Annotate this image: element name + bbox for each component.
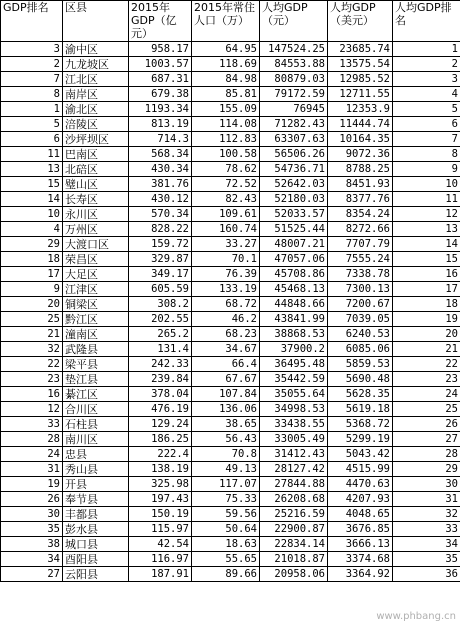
population-cell: 114.08 [192, 117, 260, 132]
table-row [1, 117, 460, 132]
gdp-rank-cell: 2 [1, 57, 63, 72]
per-capita-rank-cell: 24 [393, 387, 460, 402]
district-cell: 大足区 [63, 267, 129, 282]
gdp-cell: 605.59 [129, 282, 192, 297]
district-cell: 南岸区 [63, 87, 129, 102]
per-capita-yuan-cell: 54736.71 [260, 162, 328, 177]
table-row [1, 537, 460, 552]
population-cell: 34.67 [192, 342, 260, 357]
table-row [1, 507, 460, 522]
district-cell: 璧山区 [63, 177, 129, 192]
gdp-cell: 430.12 [129, 192, 192, 207]
per-capita-rank-cell: 3 [393, 72, 460, 87]
gdp-cell: 197.43 [129, 492, 192, 507]
gdp-rank-cell: 27 [1, 567, 63, 582]
per-capita-yuan-cell: 80879.03 [260, 72, 328, 87]
per-capita-usd-cell: 8788.25 [328, 162, 393, 177]
per-capita-yuan-cell: 31412.43 [260, 447, 328, 462]
gdp-rank-cell: 29 [1, 237, 63, 252]
gdp-cell: 265.2 [129, 327, 192, 342]
per-capita-rank-cell: 9 [393, 162, 460, 177]
district-cell: 梁平县 [63, 357, 129, 372]
population-cell: 84.98 [192, 72, 260, 87]
per-capita-rank-cell: 10 [393, 177, 460, 192]
gdp-cell: 159.72 [129, 237, 192, 252]
population-cell: 49.13 [192, 462, 260, 477]
population-cell: 64.95 [192, 42, 260, 57]
district-cell: 秀山县 [63, 462, 129, 477]
per-capita-yuan-cell: 45708.86 [260, 267, 328, 282]
gdp-cell: 381.76 [129, 177, 192, 192]
district-cell: 九龙坡区 [63, 57, 129, 72]
per-capita-rank-cell: 5 [393, 102, 460, 117]
gdp-cell: 186.25 [129, 432, 192, 447]
table-row [1, 42, 460, 57]
per-capita-rank-cell: 25 [393, 402, 460, 417]
header-row [1, 1, 460, 42]
population-cell: 70.1 [192, 252, 260, 267]
per-capita-rank-cell: 26 [393, 417, 460, 432]
gdp-rank-cell: 31 [1, 462, 63, 477]
per-capita-usd-cell: 5859.53 [328, 357, 393, 372]
per-capita-yuan-cell: 26208.68 [260, 492, 328, 507]
gdp-rank-cell: 6 [1, 132, 63, 147]
table-row [1, 447, 460, 462]
table-row [1, 522, 460, 537]
per-capita-usd-cell: 7707.79 [328, 237, 393, 252]
per-capita-rank-cell: 22 [393, 357, 460, 372]
gdp-cell: 568.34 [129, 147, 192, 162]
per-capita-usd-cell: 4515.99 [328, 462, 393, 477]
district-cell: 云阳县 [63, 567, 129, 582]
table-row [1, 342, 460, 357]
population-cell: 46.2 [192, 312, 260, 327]
population-cell: 70.8 [192, 447, 260, 462]
per-capita-usd-cell: 5043.42 [328, 447, 393, 462]
district-cell: 巴南区 [63, 147, 129, 162]
table-row [1, 417, 460, 432]
per-capita-usd-cell: 4470.63 [328, 477, 393, 492]
gdp-cell: 325.98 [129, 477, 192, 492]
per-capita-usd-cell: 4048.65 [328, 507, 393, 522]
gdp-rank-cell: 24 [1, 447, 63, 462]
population-cell: 38.65 [192, 417, 260, 432]
gdp-rank-cell: 13 [1, 162, 63, 177]
per-capita-usd-cell: 7555.24 [328, 252, 393, 267]
gdp-cell: 116.97 [129, 552, 192, 567]
district-cell: 万州区 [63, 222, 129, 237]
per-capita-rank-cell: 20 [393, 327, 460, 342]
gdp-rank-cell: 30 [1, 507, 63, 522]
table-row [1, 57, 460, 72]
gdp-rank-cell: 20 [1, 297, 63, 312]
per-capita-rank-cell: 35 [393, 552, 460, 567]
per-capita-yuan-cell: 76945 [260, 102, 328, 117]
district-cell: 沙坪坝区 [63, 132, 129, 147]
district-cell: 奉节县 [63, 492, 129, 507]
gdp-cell: 131.4 [129, 342, 192, 357]
population-cell: 109.61 [192, 207, 260, 222]
gdp-rank-cell: 22 [1, 357, 63, 372]
header-population-2015: 2015年常住人口（万） [192, 1, 260, 42]
population-cell: 67.67 [192, 372, 260, 387]
per-capita-usd-cell: 7338.78 [328, 267, 393, 282]
gdp-rank-cell: 3 [1, 42, 63, 57]
header-per-capita-gdp-yuan: 人均GDP（元） [260, 1, 328, 42]
gdp-rank-cell: 19 [1, 477, 63, 492]
per-capita-yuan-cell: 34998.53 [260, 402, 328, 417]
population-cell: 100.58 [192, 147, 260, 162]
population-cell: 66.4 [192, 357, 260, 372]
table-row [1, 492, 460, 507]
district-cell: 綦江区 [63, 387, 129, 402]
per-capita-usd-cell: 7200.67 [328, 297, 393, 312]
per-capita-rank-cell: 8 [393, 147, 460, 162]
per-capita-rank-cell: 6 [393, 117, 460, 132]
district-cell: 合川区 [63, 402, 129, 417]
table-row [1, 237, 460, 252]
district-cell: 丰都县 [63, 507, 129, 522]
per-capita-usd-cell: 3666.13 [328, 537, 393, 552]
table-row [1, 282, 460, 297]
per-capita-yuan-cell: 25216.59 [260, 507, 328, 522]
district-cell: 潼南区 [63, 327, 129, 342]
per-capita-rank-cell: 11 [393, 192, 460, 207]
per-capita-usd-cell: 7039.05 [328, 312, 393, 327]
per-capita-rank-cell: 19 [393, 312, 460, 327]
gdp-rank-cell: 14 [1, 192, 63, 207]
gdp-rank-cell: 10 [1, 207, 63, 222]
district-cell: 渝中区 [63, 42, 129, 57]
table-row [1, 132, 460, 147]
per-capita-yuan-cell: 51525.44 [260, 222, 328, 237]
per-capita-usd-cell: 12353.9 [328, 102, 393, 117]
table-row [1, 87, 460, 102]
per-capita-rank-cell: 28 [393, 447, 460, 462]
gdp-rank-cell: 5 [1, 117, 63, 132]
per-capita-usd-cell: 3676.85 [328, 522, 393, 537]
gdp-rank-cell: 32 [1, 342, 63, 357]
per-capita-usd-cell: 5299.19 [328, 432, 393, 447]
gdp-cell: 430.34 [129, 162, 192, 177]
gdp-rank-cell: 26 [1, 492, 63, 507]
table-header [1, 1, 460, 42]
population-cell: 56.43 [192, 432, 260, 447]
per-capita-rank-cell: 7 [393, 132, 460, 147]
table-row [1, 147, 460, 162]
per-capita-usd-cell: 4207.93 [328, 492, 393, 507]
gdp-cell: 115.97 [129, 522, 192, 537]
population-cell: 117.07 [192, 477, 260, 492]
per-capita-yuan-cell: 44848.66 [260, 297, 328, 312]
per-capita-yuan-cell: 43841.99 [260, 312, 328, 327]
gdp-rank-cell: 21 [1, 327, 63, 342]
district-cell: 长寿区 [63, 192, 129, 207]
per-capita-yuan-cell: 33005.49 [260, 432, 328, 447]
per-capita-usd-cell: 11444.74 [328, 117, 393, 132]
per-capita-yuan-cell: 37900.2 [260, 342, 328, 357]
gdp-cell: 138.19 [129, 462, 192, 477]
per-capita-yuan-cell: 20958.06 [260, 567, 328, 582]
per-capita-rank-cell: 18 [393, 297, 460, 312]
district-cell: 酉阳县 [63, 552, 129, 567]
district-cell: 忠县 [63, 447, 129, 462]
table-row [1, 567, 460, 582]
per-capita-yuan-cell: 28127.42 [260, 462, 328, 477]
district-cell: 石柱县 [63, 417, 129, 432]
gdp-cell: 687.31 [129, 72, 192, 87]
per-capita-usd-cell: 5628.35 [328, 387, 393, 402]
table-row [1, 462, 460, 477]
per-capita-usd-cell: 3364.92 [328, 567, 393, 582]
gdp-rank-cell: 18 [1, 252, 63, 267]
per-capita-yuan-cell: 52033.57 [260, 207, 328, 222]
gdp-cell: 129.24 [129, 417, 192, 432]
table-row [1, 552, 460, 567]
per-capita-yuan-cell: 52642.03 [260, 177, 328, 192]
gdp-cell: 570.34 [129, 207, 192, 222]
district-cell: 武隆县 [63, 342, 129, 357]
per-capita-rank-cell: 21 [393, 342, 460, 357]
per-capita-yuan-cell: 38868.53 [260, 327, 328, 342]
population-cell: 75.33 [192, 492, 260, 507]
table-row [1, 432, 460, 447]
per-capita-usd-cell: 8377.76 [328, 192, 393, 207]
per-capita-rank-cell: 15 [393, 252, 460, 267]
per-capita-usd-cell: 7300.13 [328, 282, 393, 297]
per-capita-yuan-cell: 147524.25 [260, 42, 328, 57]
gdp-cell: 476.19 [129, 402, 192, 417]
district-cell: 大渡口区 [63, 237, 129, 252]
header-gdp-2015: 2015年GDP（亿元） [129, 1, 192, 42]
district-cell: 江津区 [63, 282, 129, 297]
gdp-cell: 242.33 [129, 357, 192, 372]
table-row [1, 477, 460, 492]
per-capita-rank-cell: 32 [393, 507, 460, 522]
table-row [1, 102, 460, 117]
district-cell: 渝北区 [63, 102, 129, 117]
table-row [1, 72, 460, 87]
gdp-cell: 239.84 [129, 372, 192, 387]
gdp-rank-cell: 35 [1, 522, 63, 537]
district-cell: 黔江区 [63, 312, 129, 327]
per-capita-rank-cell: 36 [393, 567, 460, 582]
per-capita-usd-cell: 3374.68 [328, 552, 393, 567]
per-capita-yuan-cell: 47057.06 [260, 252, 328, 267]
gdp-cell: 187.91 [129, 567, 192, 582]
per-capita-rank-cell: 33 [393, 522, 460, 537]
district-cell: 彭水县 [63, 522, 129, 537]
population-cell: 72.52 [192, 177, 260, 192]
per-capita-yuan-cell: 52180.03 [260, 192, 328, 207]
per-capita-rank-cell: 17 [393, 282, 460, 297]
per-capita-rank-cell: 13 [393, 222, 460, 237]
per-capita-rank-cell: 14 [393, 237, 460, 252]
population-cell: 59.56 [192, 507, 260, 522]
population-cell: 50.64 [192, 522, 260, 537]
gdp-cell: 378.04 [129, 387, 192, 402]
per-capita-usd-cell: 13575.54 [328, 57, 393, 72]
gdp-cell: 813.19 [129, 117, 192, 132]
population-cell: 68.23 [192, 327, 260, 342]
gdp-cell: 349.17 [129, 267, 192, 282]
table-row [1, 402, 460, 417]
table-row [1, 312, 460, 327]
per-capita-rank-cell: 29 [393, 462, 460, 477]
gdp-rank-cell: 23 [1, 372, 63, 387]
table-row [1, 357, 460, 372]
gdp-rank-cell: 12 [1, 402, 63, 417]
per-capita-yuan-cell: 79172.59 [260, 87, 328, 102]
table-row [1, 162, 460, 177]
gdp-rank-cell: 8 [1, 87, 63, 102]
gdp-cell: 958.17 [129, 42, 192, 57]
gdp-rank-cell: 1 [1, 102, 63, 117]
per-capita-yuan-cell: 71282.43 [260, 117, 328, 132]
table-row [1, 222, 460, 237]
gdp-rank-cell: 17 [1, 267, 63, 282]
district-cell: 北碚区 [63, 162, 129, 177]
population-cell: 136.06 [192, 402, 260, 417]
per-capita-rank-cell: 34 [393, 537, 460, 552]
population-cell: 18.63 [192, 537, 260, 552]
per-capita-yuan-cell: 22834.14 [260, 537, 328, 552]
table-row [1, 207, 460, 222]
table-row [1, 387, 460, 402]
per-capita-usd-cell: 9072.36 [328, 147, 393, 162]
population-cell: 55.65 [192, 552, 260, 567]
per-capita-rank-cell: 23 [393, 372, 460, 387]
per-capita-rank-cell: 12 [393, 207, 460, 222]
per-capita-usd-cell: 6240.53 [328, 327, 393, 342]
table-row [1, 192, 460, 207]
gdp-rank-cell: 9 [1, 282, 63, 297]
district-cell: 城口县 [63, 537, 129, 552]
population-cell: 133.19 [192, 282, 260, 297]
gdp-cell: 222.4 [129, 447, 192, 462]
header-per-capita-gdp-usd: 人均GDP（美元） [328, 1, 393, 42]
per-capita-rank-cell: 16 [393, 267, 460, 282]
per-capita-rank-cell: 2 [393, 57, 460, 72]
per-capita-usd-cell: 5368.72 [328, 417, 393, 432]
population-cell: 118.69 [192, 57, 260, 72]
population-cell: 68.72 [192, 297, 260, 312]
header-district: 区县 [63, 1, 129, 42]
table-row [1, 177, 460, 192]
per-capita-rank-cell: 27 [393, 432, 460, 447]
header-gdp-rank: GDP排名 [1, 1, 63, 42]
gdp-cell: 202.55 [129, 312, 192, 327]
population-cell: 112.83 [192, 132, 260, 147]
gdp-cell: 308.2 [129, 297, 192, 312]
per-capita-yuan-cell: 22900.87 [260, 522, 328, 537]
district-cell: 永川区 [63, 207, 129, 222]
per-capita-yuan-cell: 84553.88 [260, 57, 328, 72]
district-cell: 铜梁区 [63, 297, 129, 312]
gdp-rank-cell: 15 [1, 177, 63, 192]
per-capita-usd-cell: 23685.74 [328, 42, 393, 57]
per-capita-usd-cell: 8354.24 [328, 207, 393, 222]
per-capita-yuan-cell: 33438.55 [260, 417, 328, 432]
per-capita-rank-cell: 31 [393, 492, 460, 507]
gdp-cell: 828.22 [129, 222, 192, 237]
district-cell: 涪陵区 [63, 117, 129, 132]
gdp-rank-cell: 28 [1, 432, 63, 447]
district-cell: 垫江县 [63, 372, 129, 387]
per-capita-usd-cell: 10164.35 [328, 132, 393, 147]
gdp-rank-cell: 16 [1, 387, 63, 402]
gdp-rank-cell: 38 [1, 537, 63, 552]
per-capita-yuan-cell: 63307.63 [260, 132, 328, 147]
per-capita-usd-cell: 8272.66 [328, 222, 393, 237]
per-capita-rank-cell: 1 [393, 42, 460, 57]
table-row [1, 252, 460, 267]
per-capita-usd-cell: 8451.93 [328, 177, 393, 192]
gdp-cell: 679.38 [129, 87, 192, 102]
per-capita-usd-cell: 12711.55 [328, 87, 393, 102]
per-capita-usd-cell: 12985.52 [328, 72, 393, 87]
gdp-rank-cell: 11 [1, 147, 63, 162]
gdp-cell: 42.54 [129, 537, 192, 552]
gdp-cell: 1003.57 [129, 57, 192, 72]
gdp-cell: 714.3 [129, 132, 192, 147]
per-capita-usd-cell: 5619.18 [328, 402, 393, 417]
population-cell: 82.43 [192, 192, 260, 207]
population-cell: 76.39 [192, 267, 260, 282]
gdp-rank-cell: 33 [1, 417, 63, 432]
per-capita-yuan-cell: 48007.21 [260, 237, 328, 252]
population-cell: 78.62 [192, 162, 260, 177]
population-cell: 33.27 [192, 237, 260, 252]
population-cell: 107.84 [192, 387, 260, 402]
per-capita-rank-cell: 4 [393, 87, 460, 102]
gdp-cell: 150.19 [129, 507, 192, 522]
population-cell: 155.09 [192, 102, 260, 117]
per-capita-usd-cell: 5690.48 [328, 372, 393, 387]
per-capita-rank-cell: 30 [393, 477, 460, 492]
gdp-rank-cell: 25 [1, 312, 63, 327]
per-capita-yuan-cell: 21018.87 [260, 552, 328, 567]
gdp-cell: 329.87 [129, 252, 192, 267]
table-body [1, 42, 460, 582]
population-cell: 89.66 [192, 567, 260, 582]
per-capita-usd-cell: 6085.06 [328, 342, 393, 357]
header-per-capita-gdp-rank: 人均GDP排名 [393, 1, 460, 42]
district-cell: 南川区 [63, 432, 129, 447]
district-cell: 江北区 [63, 72, 129, 87]
gdp-rank-cell: 34 [1, 552, 63, 567]
gdp-rank-cell: 7 [1, 72, 63, 87]
district-cell: 开县 [63, 477, 129, 492]
per-capita-yuan-cell: 27844.88 [260, 477, 328, 492]
table-row [1, 327, 460, 342]
population-cell: 85.81 [192, 87, 260, 102]
table-row [1, 297, 460, 312]
per-capita-yuan-cell: 35055.64 [260, 387, 328, 402]
population-cell: 160.74 [192, 222, 260, 237]
district-cell: 荣昌区 [63, 252, 129, 267]
gdp-cell: 1193.34 [129, 102, 192, 117]
table-row [1, 267, 460, 282]
per-capita-yuan-cell: 35442.59 [260, 372, 328, 387]
table-row [1, 372, 460, 387]
per-capita-yuan-cell: 36495.48 [260, 357, 328, 372]
per-capita-yuan-cell: 45468.13 [260, 282, 328, 297]
per-capita-yuan-cell: 56506.26 [260, 147, 328, 162]
gdp-rank-cell: 4 [1, 222, 63, 237]
watermark-text: www.phbang.cn [376, 611, 456, 622]
